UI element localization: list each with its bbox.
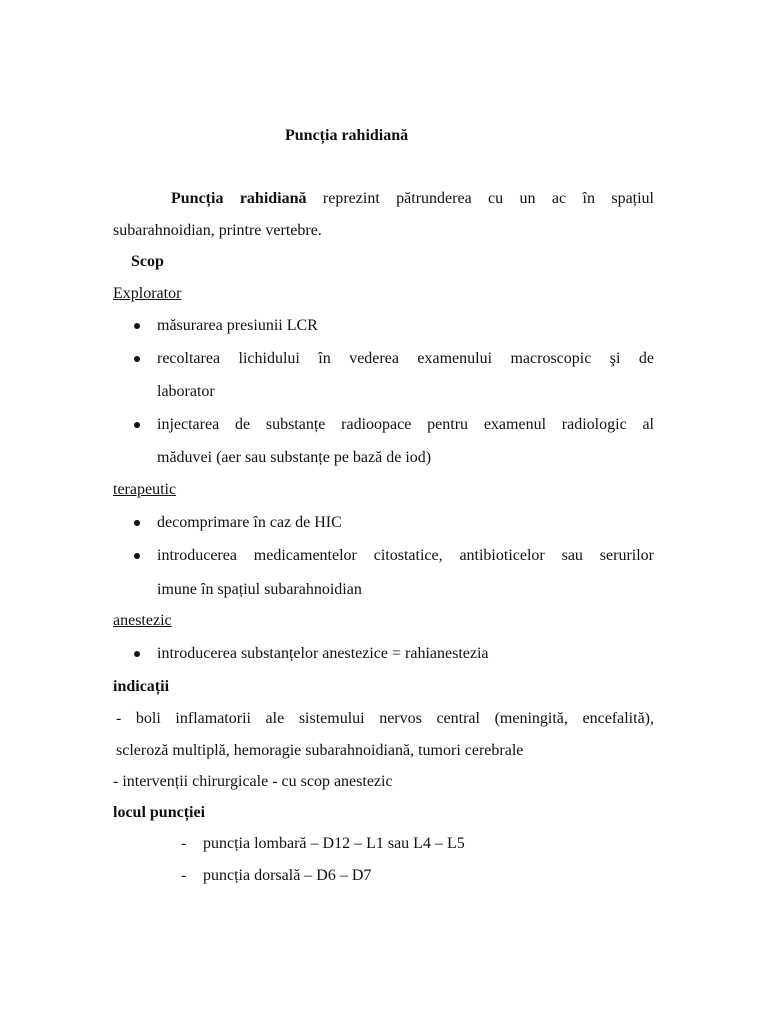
intro-line-1	[171, 189, 654, 209]
locul-item-2: puncția dorsală – D6 – D7	[203, 867, 372, 884]
indicatii-line-3: - intervenții chirurgicale - cu scop anestezic	[113, 773, 393, 790]
document-title: Puncția rahidiană	[285, 127, 409, 144]
explorator-item-3-line-1: injectarea de substanțe radioopace pentru examenul radiologic al	[157, 416, 654, 433]
bullet-icon	[134, 520, 140, 526]
indicatii-line-2: scleroză multiplă, hemoragie subarahnoidiană, tumori cerebrale	[116, 742, 524, 759]
locul-heading: locul puncției	[113, 804, 206, 821]
bullet-icon	[134, 422, 140, 428]
explorator-item-1: măsurarea presiunii LCR	[157, 317, 318, 334]
explorator-item-2-line-1: recoltarea lichidului în vederea examenului macroscopic şi de	[157, 350, 654, 367]
intro-line-2: subarahnoidian, printre vertebre.	[113, 222, 322, 239]
locul-item-1: puncția lombară – D12 – L1 sau L4 – L5	[203, 835, 465, 852]
anestezic-heading: anestezic	[113, 612, 172, 629]
terapeutic-heading: terapeutic	[113, 481, 177, 498]
intro-term: Puncția rahidiană	[171, 190, 307, 207]
scop-heading: Scop	[131, 253, 164, 270]
bullet-icon	[134, 553, 140, 559]
dash-marker: -	[181, 867, 187, 884]
intro-line-1-rest: reprezint pătrunderea cu un ac în spațiul	[322, 190, 655, 207]
dash-marker: -	[181, 835, 187, 852]
anestezic-item-1: introducerea substanțelor anestezice = rahianestezia	[157, 645, 489, 662]
terapeutic-item-2-line-1: introducerea medicamentelor citostatice, antibioticelor sau serurilor	[157, 547, 654, 564]
explorator-item-2-line-2: laborator	[157, 383, 215, 400]
indicatii-line-1: - boli inflamatorii ale sistemului nervos central (meningită, encefalită),	[116, 710, 654, 727]
terapeutic-item-2-line-2: imune în spațiul subarahnoidian	[157, 581, 362, 598]
bullet-icon	[134, 356, 140, 362]
explorator-item-3-line-2: măduvei (aer sau substanțe pe bază de iod)	[157, 449, 432, 466]
terapeutic-item-1: decomprimare în caz de HIC	[157, 514, 342, 531]
bullet-icon	[134, 651, 140, 657]
indicatii-heading: indicații	[113, 678, 170, 695]
explorator-heading: Explorator	[113, 285, 182, 302]
bullet-icon	[134, 323, 140, 329]
